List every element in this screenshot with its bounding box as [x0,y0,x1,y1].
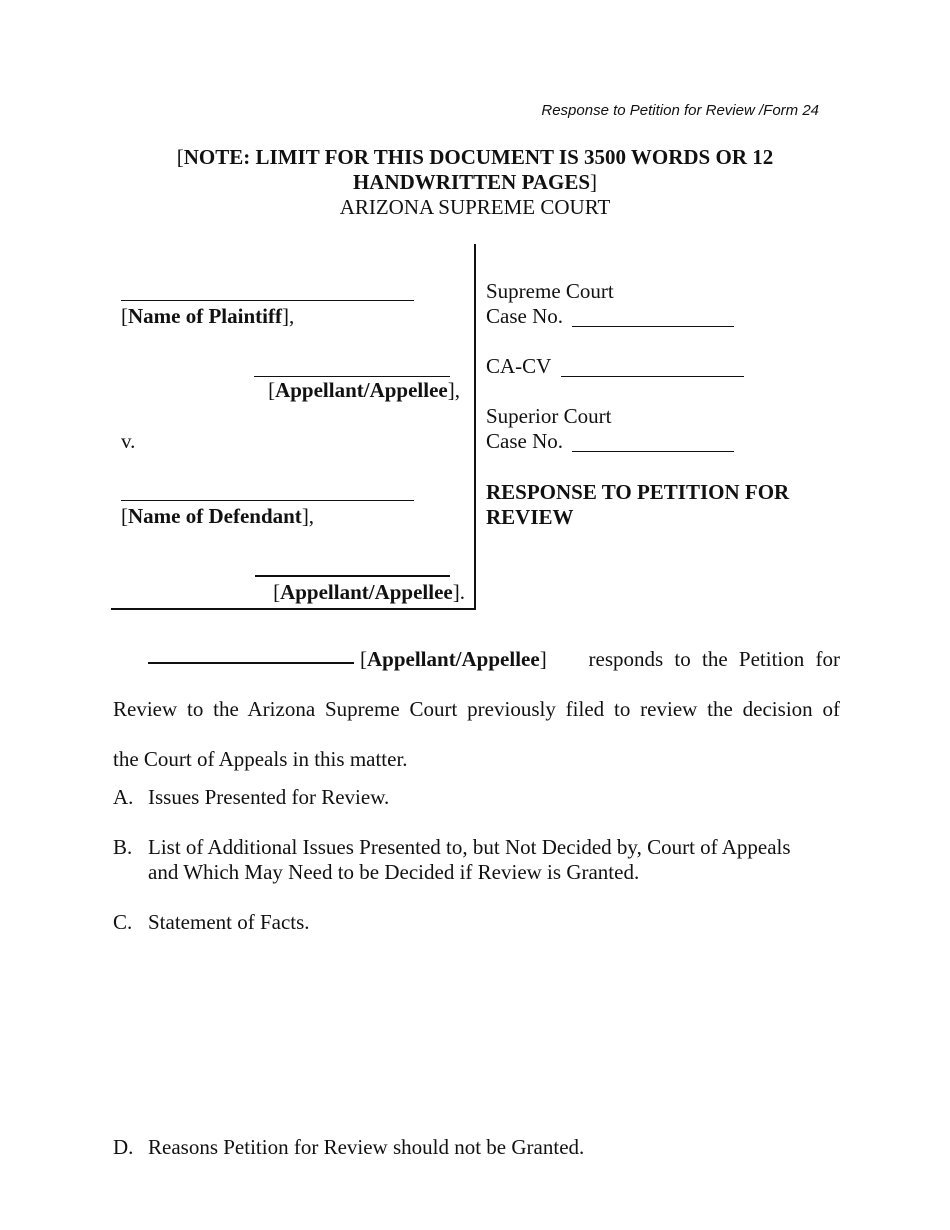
supreme-case-no-label: Case No. [486,304,563,328]
ca-cv-blank [561,376,744,377]
note-text-2: HANDWRITTEN PAGES [352,170,591,194]
superior-court-label: Superior Court [486,404,612,428]
versus-label: v. [121,429,136,453]
supreme-case-no-blank [572,326,734,327]
section-b-line-1: List of Additional Issues Presented to, but Not Decided by, Court of Appeals [148,835,791,859]
superior-case-no-blank [572,451,734,452]
form-label: Response to Petition for Review /Form 24 [541,102,819,119]
intro-line-1-rest: responds to the Petition for [588,647,840,671]
plaintiff-name-line [121,300,414,301]
document-title-line-2: REVIEW [486,505,574,529]
bracket: ], [301,504,315,528]
defendant-role-text: Appellant/Appellee [280,580,453,604]
supreme-court-label: Supreme Court [486,279,614,303]
supreme-court-case [486,279,614,329]
defendant-role-line [255,575,450,577]
section-c-letter: C. [113,910,133,934]
note-text-1: NOTE: LIMIT FOR THIS DOCUMENT IS 3500 WORDS OR 12 [183,145,774,169]
caption-divider-horizontal [111,608,476,610]
bracket: [ [121,504,128,528]
bracket: ], [281,304,295,328]
note-bracket-open: [ [176,145,184,169]
intro-paragraph [113,634,840,784]
intro-line-2: Review to the Arizona Supreme Court previously filed to review the decision of [113,697,840,721]
intro-lead [113,634,547,684]
bracket: ]. [452,580,465,604]
note-line-1 [150,145,800,170]
defendant-name-line [121,500,414,501]
defendant-label-text: Name of Defendant [128,504,302,528]
caption-divider-vertical [474,244,476,610]
superior-case-no-label: Case No. [486,429,563,453]
plaintiff-role-label [268,378,460,403]
plaintiff-role-text: Appellant/Appellee [275,378,448,402]
defendant-role-label [273,580,465,605]
section-a-letter: A. [113,785,134,809]
superior-court-case [486,404,611,454]
court-name: ARIZONA SUPREME COURT [339,195,611,219]
section-b-heading [148,835,838,885]
note-line-2 [150,170,800,195]
intro-line-1 [113,634,840,684]
defendant-name-label [121,504,314,529]
section-b-letter: B. [113,835,133,859]
plaintiff-name-label [121,304,294,329]
section-d-heading: Reasons Petition for Review should not be Granted. [148,1135,585,1159]
plaintiff-role-line [254,376,450,377]
section-a-heading: Issues Presented for Review. [148,785,390,809]
document-title-line-1: RESPONSE TO PETITION FOR [486,480,790,504]
responding-party-blank [148,662,354,664]
bracket: [ [273,580,281,604]
bracket: ], [447,378,460,402]
note-block [150,145,800,220]
section-d-letter: D. [113,1135,134,1159]
bracket: [ [121,304,128,328]
bracket: [ [268,378,276,402]
plaintiff-label-text: Name of Plaintiff [128,304,282,328]
section-b-line-2: and Which May Need to be Decided if Review is Granted. [148,860,640,884]
section-c-heading: Statement of Facts. [148,910,310,934]
document-title [486,480,789,530]
intro-line-3: the Court of Appeals in this matter. [113,747,408,771]
ca-cv-label: CA-CV [486,354,552,378]
note-bracket-close: ] [590,170,598,194]
bracket: [ [360,647,367,671]
bracket: ] [539,647,547,671]
intro-role-text: Appellant/Appellee [367,647,540,671]
